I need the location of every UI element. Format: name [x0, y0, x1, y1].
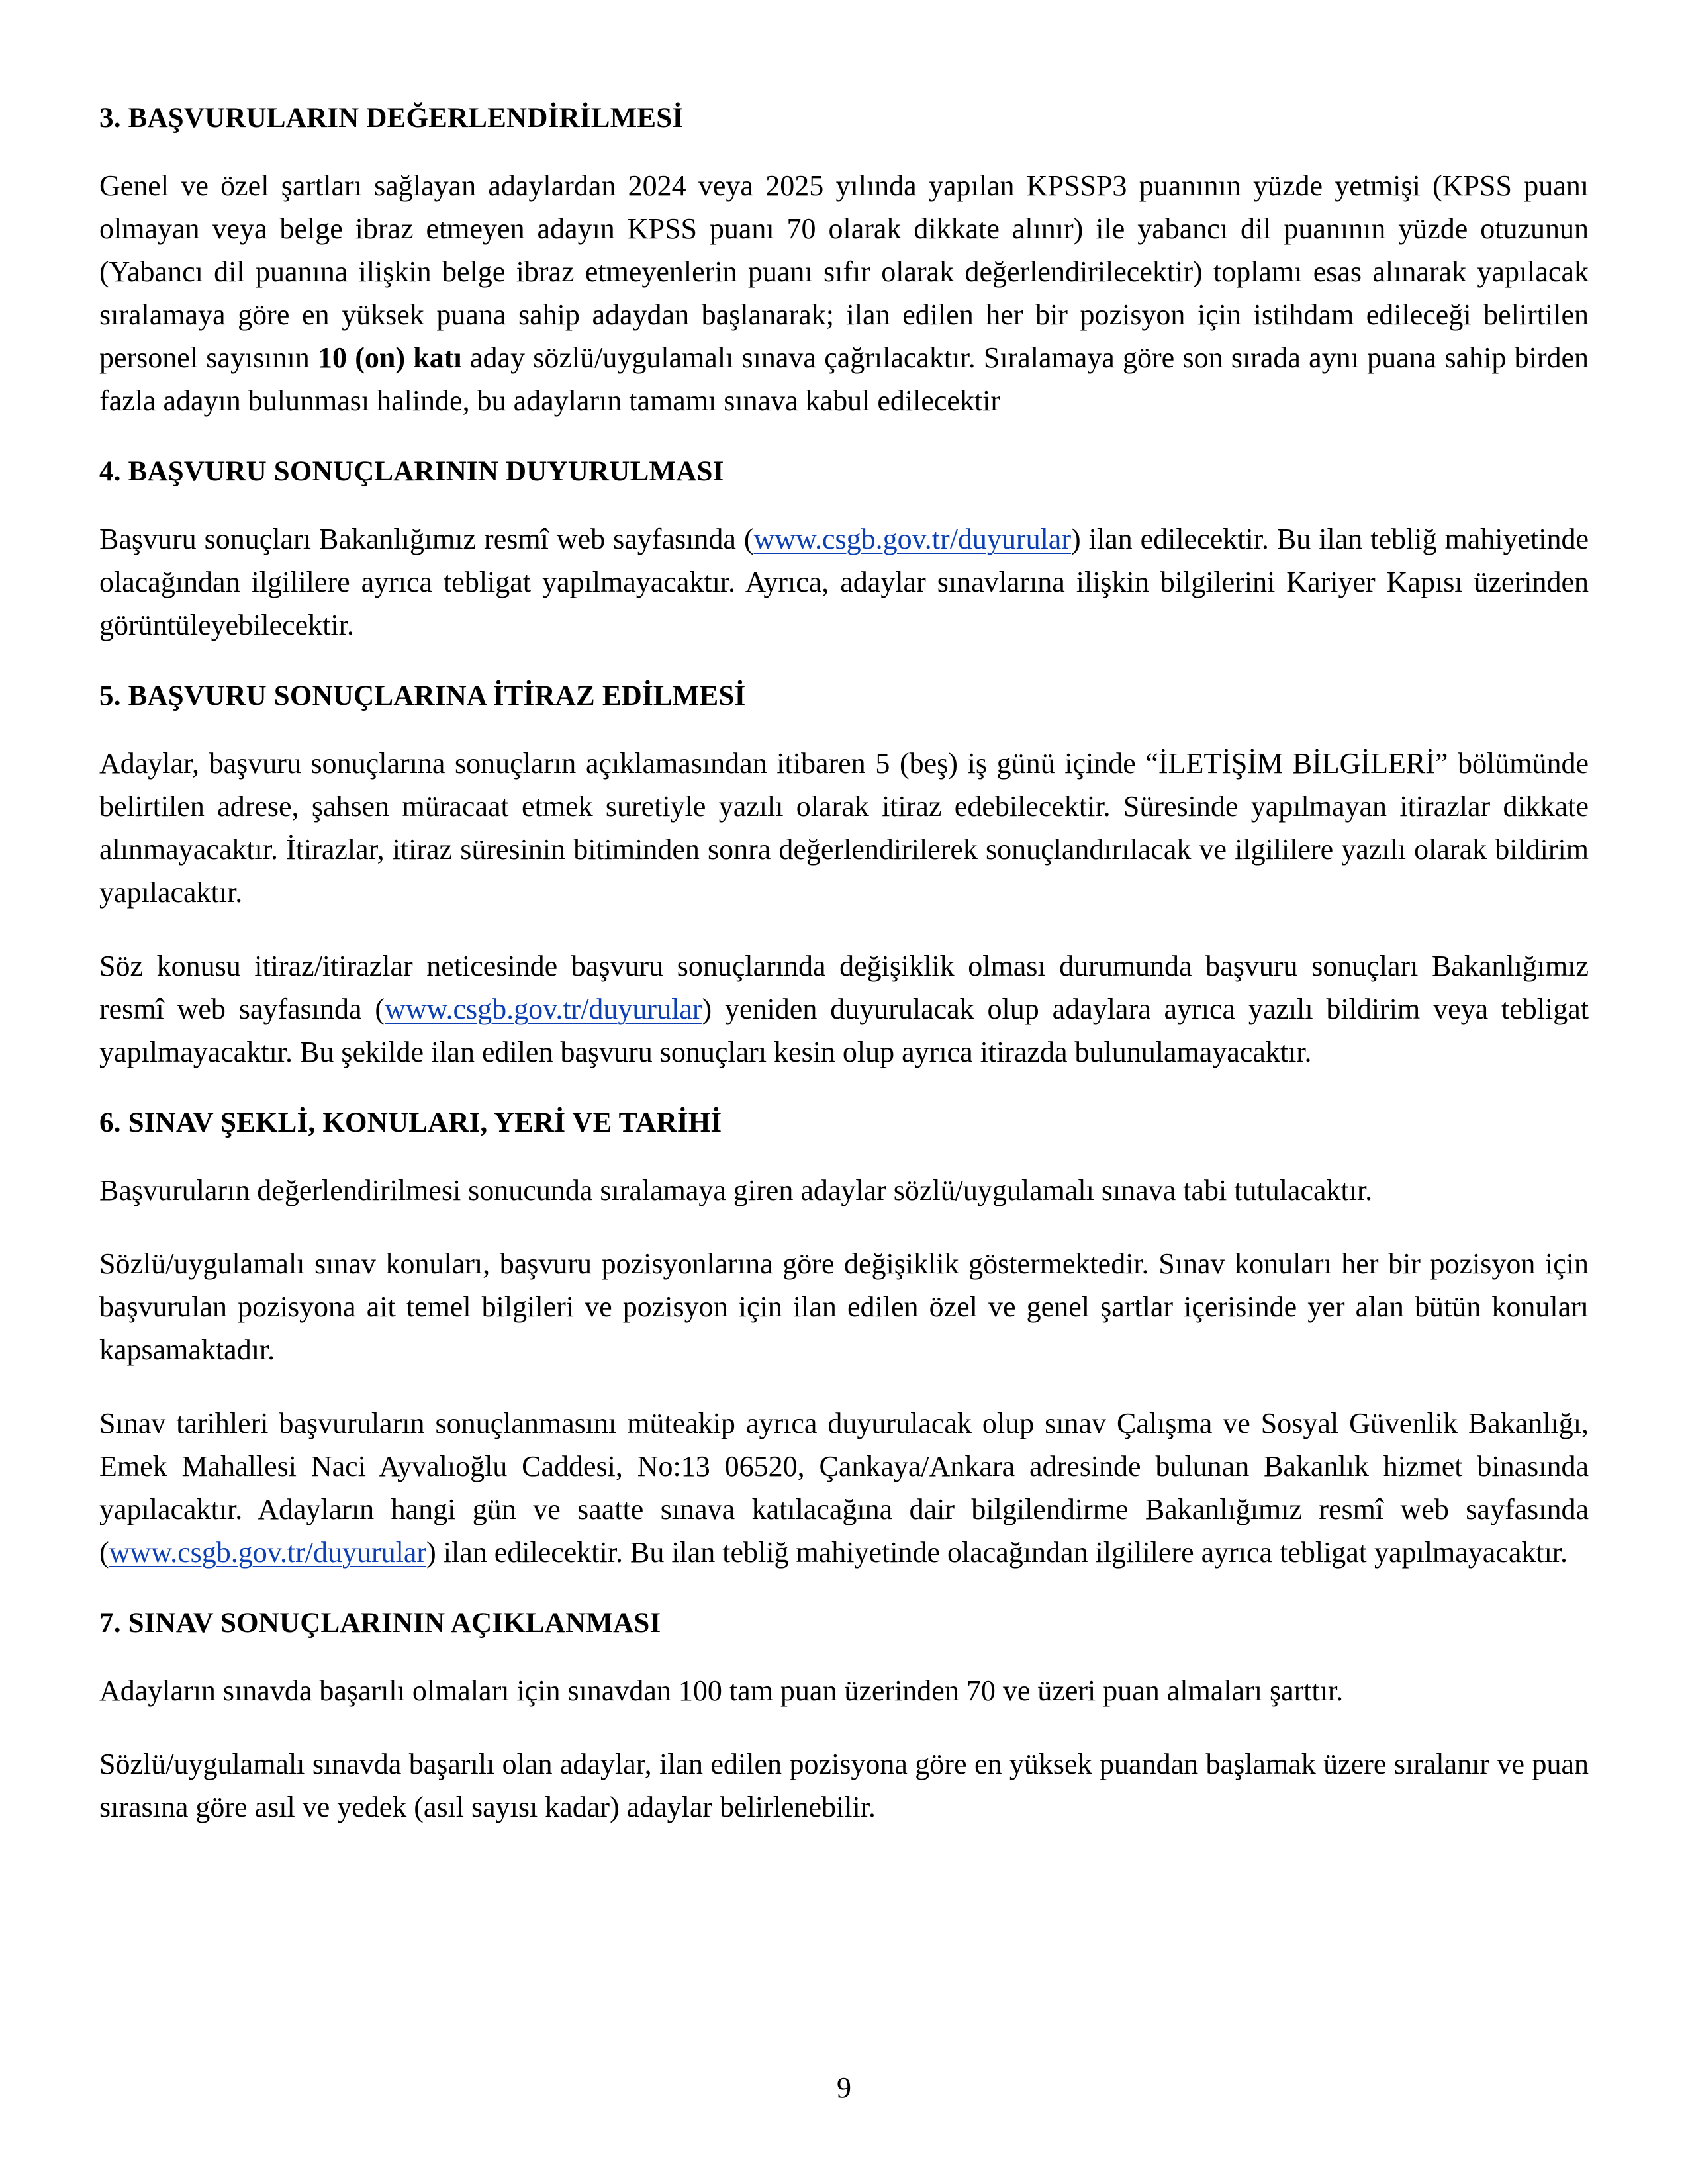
paragraph-text: Sınav tarihleri başvuruların sonuçlanmasını müteakip ayrıca duyurulacak olup sınav Çalışma ve Sosyal Güvenlik Bakanlığı, Emek Mahallesi Naci Ayvalıoğlu Caddesi, No:13 06520, Çankaya/Ankara adresinde bulunan Bakanlık hizmet binasında yapılacaktır. Adayların hangi gün ve saatte sınava katılacağına dair bilgilendirme Bakanlığımız resmî web sayfasında ( [99, 1407, 1589, 1569]
paragraph [99, 518, 1589, 647]
document-page [99, 99, 1589, 1859]
paragraph-text: Başvuru sonuçları Bakanlığımız resmî web sayfasında ( [99, 523, 754, 555]
section-5 [99, 677, 1589, 1073]
paragraph: Sözlü/uygulamalı sınavda başarılı olan adaylar, ilan edilen pozisyona göre en yüksek puandan başlamak üzere sıralanır ve puan sırasına göre asıl ve yedek (asıl sayısı kadar) adaylar belirlenebilir. [99, 1748, 1589, 1823]
paragraph-text: ) yeniden duyurulacak olup adaylara ayrıca yazılı bildirim veya tebligat yapılmayacaktır. Bu şekilde ilan edilen başvuru sonuçları kesin olup ayrıca itirazda bulunulamayacaktır. [99, 993, 1589, 1068]
section-heading: 7. SINAV SONUÇLARININ AÇIKLANMASI [99, 1608, 661, 1639]
section-heading: 4. BAŞVURU SONUÇLARININ DUYURULMASI [99, 456, 724, 487]
section-7 [99, 1604, 1589, 1829]
section-3 [99, 99, 1589, 422]
section-heading: 5. BAŞVURU SONUÇLARINA İTİRAZ EDİLMESİ [99, 680, 746, 711]
section-4 [99, 453, 1589, 647]
duyurular-link[interactable]: www.csgb.gov.tr/duyurular [109, 1536, 427, 1569]
paragraph [99, 944, 1589, 1073]
bold-text: 10 (on) katı [318, 341, 462, 374]
paragraph: Sözlü/uygulamalı sınav konuları, başvuru pozisyonlarına göre değişiklik göstermektedir. Sınav konuları her bir pozisyon için başvurulan pozisyona ait temel bilgileri ve pozisyon için ilan edilen özel ve genel şartlar içerisinde yer alan bütün konuları kapsamaktadır. [99, 1248, 1589, 1366]
paragraph: Adayların sınavda başarılı olmaları için sınavdan 100 tam puan üzerinden 70 ve üzeri puan almaları şarttır. [99, 1674, 1344, 1707]
duyurular-link[interactable]: www.csgb.gov.tr/duyurular [385, 993, 702, 1025]
paragraph-text: aday sözlü/uygulamalı sınava çağrılacaktır. Sıralamaya göre son sırada aynı puana sahip birden fazla adayın bulunması halinde, bu adayların tamamı sınava kabul edilecektir [99, 341, 1589, 417]
section-6 [99, 1104, 1589, 1574]
paragraph [99, 164, 1589, 422]
paragraph: Başvuruların değerlendirilmesi sonucunda sıralamaya giren adaylar sözlü/uygulamalı sınava tabi tutulacaktır. [99, 1174, 1373, 1206]
paragraph-text: Söz konusu itiraz/itirazlar neticesinde başvuru sonuçlarında değişiklik olması durumunda başvuru sonuçları Bakanlığımız resmî web sayfasında ( [99, 950, 1589, 1025]
paragraph-text: ) ilan edilecektir. Bu ilan tebliğ mahiyetinde olacağından ilgililere ayrıca tebligat yapılmayacaktır. [426, 1536, 1568, 1569]
paragraph: Adaylar, başvuru sonuçlarına sonuçların açıklamasından itibaren 5 (beş) iş günü içinde “İLETİŞİM BİLGİLERİ” bölümünde belirtilen adrese, şahsen müracaat etmek suretiyle yazılı olarak itiraz edebilecektir. Süresinde yapılmayan itirazlar dikkate alınmayacaktır. İtirazlar, itiraz süresinin bitiminden sonra değerlendirilerek sonuçlandırılacak ve ilgililere yazılı olarak bildirim yapılacaktır. [99, 747, 1589, 909]
paragraph-text: ) ilan edilecektir. Bu ilan tebliğ mahiyetinde olacağından ilgililere ayrıca tebligat yapılmayacaktır. Ayrıca, adaylar sınavlarına ilişkin bilgilerini Kariyer Kapısı üzerinden görüntüleyebilecektir. [99, 523, 1589, 641]
paragraph [99, 1402, 1589, 1574]
duyurular-link[interactable]: www.csgb.gov.tr/duyurular [753, 523, 1071, 555]
section-heading: 3. BAŞVURULARIN DEĞERLENDİRİLMESİ [99, 103, 684, 134]
paragraph-text: Genel ve özel şartları sağlayan adaylardan 2024 veya 2025 yılında yapılan KPSSP3 puanının yüzde yetmişi (KPSS puanı olmayan veya belge ibraz etmeyen adayın KPSS puanı 70 olarak dikkate alınır) ile yabancı dil puanının yüzde otuzunun (Yabancı dil puanına ilişkin belge ibraz etmeyenlerin puanı sıfır olarak değerlendirilecektir) toplamı esas alınarak yapılacak sıralamaya göre en yüksek puana sahip adaydan başlanarak; ilan edilen her bir pozisyon için istihdam edileceği belirtilen personel sayısının [99, 169, 1589, 374]
page-number: 9 [837, 2071, 851, 2104]
section-heading: 6. SINAV ŞEKLİ, KONULARI, YERİ VE TARİHİ [99, 1107, 722, 1138]
